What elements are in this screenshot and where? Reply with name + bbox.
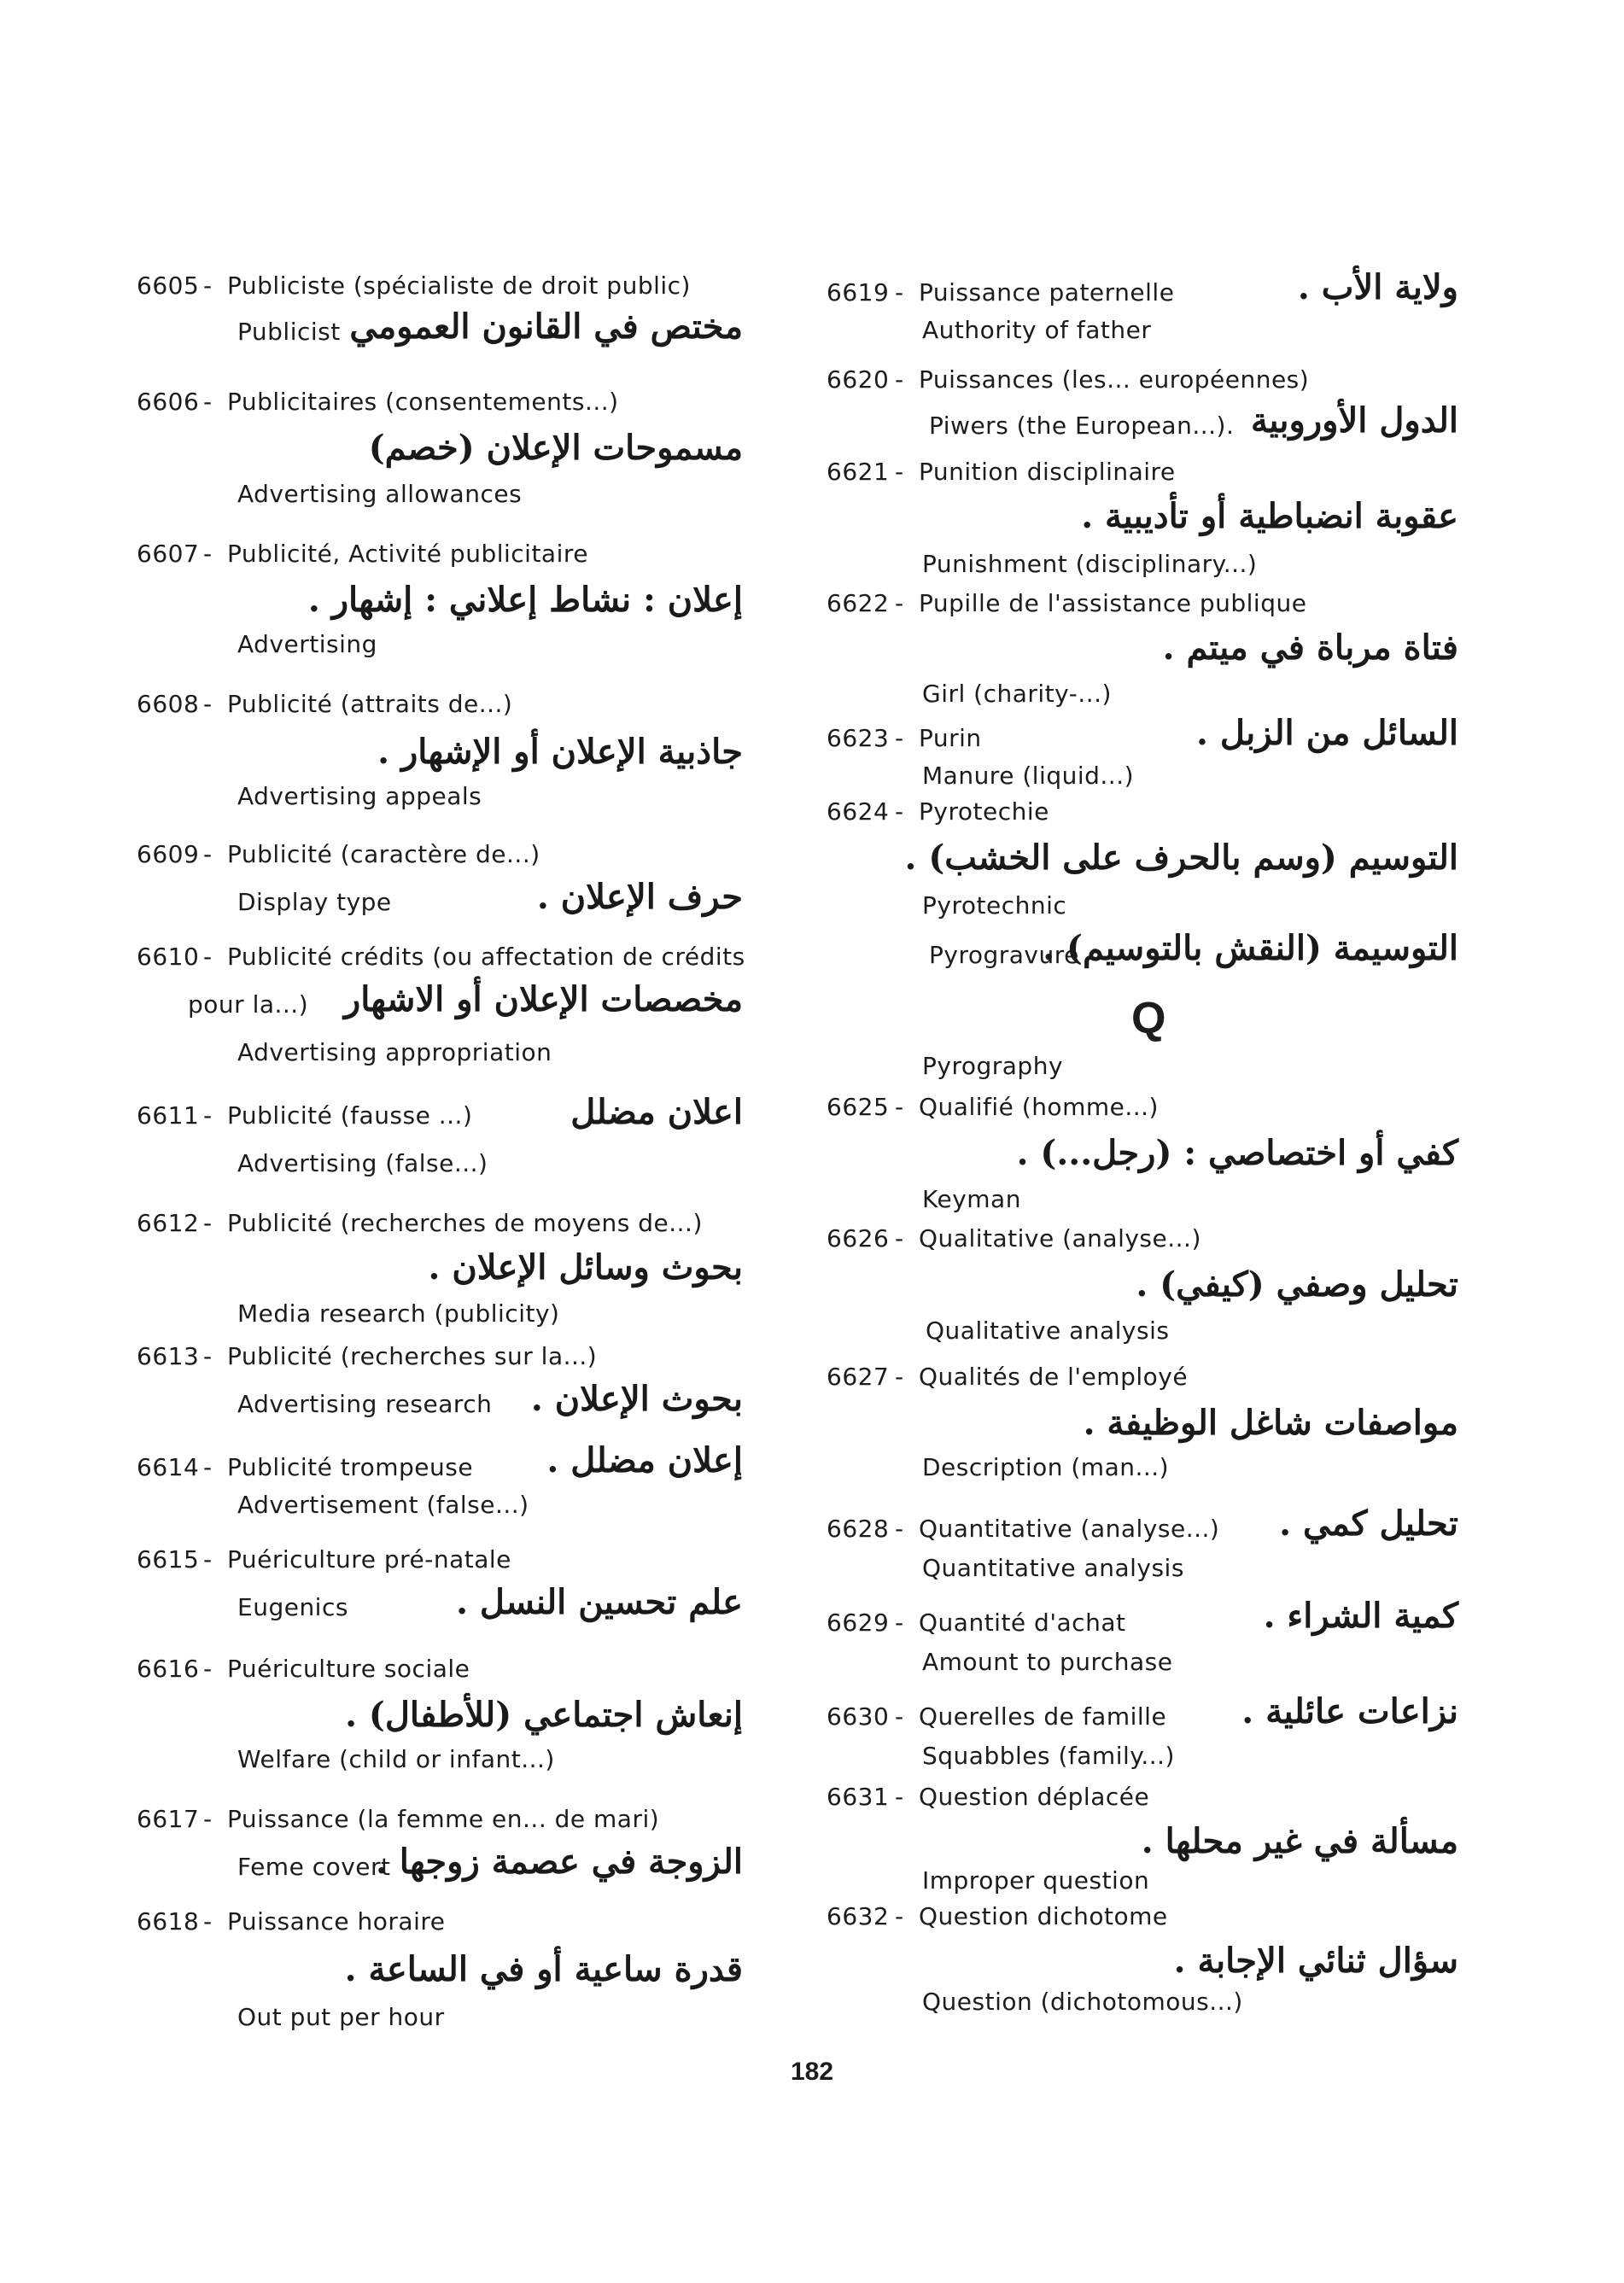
entry-6617-english: Feme covert <box>237 1853 391 1881</box>
entry-6614-number: 6614 <box>137 1453 200 1481</box>
entry-6612-dash: - <box>203 1209 213 1237</box>
entry-6616-dash: - <box>203 1655 213 1683</box>
entry-6608-dash: - <box>203 690 213 718</box>
entry-6631-english: Improper question <box>922 1866 1150 1895</box>
entry-6606-number: 6606 <box>137 388 200 416</box>
entry-6628-number: 6628 <box>827 1515 890 1543</box>
entry-6615-dash: - <box>203 1545 213 1574</box>
entry-6630-dash: - <box>895 1702 904 1731</box>
entry-6610-french-cont: pour la...) <box>188 990 309 1019</box>
entry-6605-french: Publiciste (spécialiste de droit public) <box>227 272 691 300</box>
entry-6608-english: Advertising appeals <box>237 782 482 810</box>
entry-6627-number: 6627 <box>827 1363 890 1391</box>
entry-6614-french: Publicité trompeuse <box>227 1453 474 1481</box>
entry-6606-dash: - <box>203 388 213 416</box>
entry-6619-french: Puissance paternelle <box>919 278 1175 307</box>
entry-6618-number: 6618 <box>137 1907 200 1936</box>
entry-6619-english: Authority of father <box>922 316 1152 344</box>
entry-6629-english: Amount to purchase <box>922 1648 1173 1676</box>
entry-6611-number: 6611 <box>137 1101 200 1130</box>
entry-6605-number: 6605 <box>137 272 200 300</box>
entry-6612-english: Media research (publicity) <box>237 1299 560 1328</box>
entry-6631-french: Question déplacée <box>919 1783 1150 1811</box>
entry-6614-arabic: إعلان مضلل . <box>546 1440 743 1480</box>
entry-6615-english: Eugenics <box>237 1593 348 1621</box>
entry-6630-english: Squabbles (family...) <box>922 1742 1175 1770</box>
entry-6632-dash: - <box>895 1902 904 1930</box>
entry-6625-french: Qualifié (homme...) <box>919 1093 1159 1121</box>
entry-6612-french: Publicité (recherches de moyens de...) <box>227 1209 703 1237</box>
entry-6624-english-2: Pyrogravure <box>929 941 1079 969</box>
entry-6620-arabic: الدول الأوروبية <box>1250 400 1458 441</box>
entry-6624-arabic-2: التوسيمة (النقش بالتوسيم) . <box>1043 928 1458 968</box>
entry-6606-arabic: مسموحات الإعلان (خصم) <box>368 428 743 468</box>
entry-6624-arabic: التوسيم (وسم بالحرف على الخشب) . <box>904 838 1458 878</box>
entry-6609-number: 6609 <box>137 840 200 868</box>
entry-6623-arabic: السائل من الزبل . <box>1196 713 1458 753</box>
entry-6609-french: Publicité (caractère de...) <box>227 840 540 868</box>
entry-6611-french: Publicité (fausse ...) <box>227 1101 473 1130</box>
entry-6609-arabic: حرف الإعلان . <box>536 877 743 917</box>
section-letter: Q <box>1131 994 1166 1043</box>
entry-6609-dash: - <box>203 840 213 868</box>
entry-6614-english: Advertisement (false...) <box>237 1491 529 1519</box>
entry-6613-number: 6613 <box>137 1342 200 1370</box>
entry-6618-dash: - <box>203 1907 213 1936</box>
entry-6610-arabic: مخصصات الإعلان أو الاشهار <box>343 979 743 1019</box>
entry-6619-dash: - <box>895 278 904 307</box>
entry-6625-number: 6625 <box>827 1093 890 1121</box>
entry-6613-english: Advertising research <box>237 1390 493 1418</box>
entry-6625-arabic: كفي أو اختصاصي : (رجل...) . <box>1016 1133 1458 1173</box>
entry-6610-english: Advertising appropriation <box>237 1038 552 1066</box>
entry-6615-arabic: علم تحسين النسل . <box>456 1582 743 1622</box>
entry-6617-arabic: الزوجة في عصمة زوجها . <box>375 1842 743 1882</box>
entry-6608-arabic: جاذبية الإعلان أو الإشهار . <box>377 732 743 772</box>
page-number: 182 <box>790 2058 834 2086</box>
entry-6611-arabic: اعلان مضلل <box>570 1092 743 1132</box>
entry-6629-number: 6629 <box>827 1609 890 1637</box>
entry-6611-english: Advertising (false...) <box>237 1149 488 1177</box>
entry-6622-arabic: فتاة مرباة في ميتم . <box>1162 628 1458 668</box>
entry-6629-french: Quantité d'achat <box>919 1609 1126 1637</box>
entry-6629-arabic: كمية الشراء . <box>1263 1596 1458 1636</box>
entry-6621-dash: - <box>895 458 904 486</box>
entry-6626-english: Qualitative analysis <box>926 1317 1170 1345</box>
entry-6607-dash: - <box>203 540 213 568</box>
entry-6620-number: 6620 <box>827 365 890 394</box>
entry-6630-number: 6630 <box>827 1702 890 1731</box>
entry-6623-french: Purin <box>919 724 982 752</box>
entry-6613-arabic: بحوث الإعلان . <box>530 1379 743 1419</box>
entry-6606-english: Advertising allowances <box>237 480 523 508</box>
entry-6630-french: Querelles de famille <box>919 1702 1167 1731</box>
entry-6611-dash: - <box>203 1101 213 1130</box>
entry-6631-arabic: مسألة في غير محلها . <box>1141 1821 1458 1861</box>
entry-6612-number: 6612 <box>137 1209 200 1237</box>
entry-6609-english: Display type <box>237 888 392 916</box>
entry-6631-dash: - <box>895 1783 904 1811</box>
entry-6617-number: 6617 <box>137 1805 200 1833</box>
entry-6606-french: Publicitaires (consentements...) <box>227 388 619 416</box>
entry-6608-number: 6608 <box>137 690 200 718</box>
entry-6625-english: Keyman <box>922 1185 1021 1213</box>
entry-6622-dash: - <box>895 589 904 617</box>
entry-6614-dash: - <box>203 1453 213 1481</box>
entry-6627-french: Qualités de l'employé <box>919 1363 1189 1391</box>
entry-6630-arabic: نزاعات عائلية . <box>1241 1691 1458 1731</box>
entry-6628-arabic: تحليل كمي . <box>1279 1504 1458 1544</box>
entry-6605-dash: - <box>203 272 213 300</box>
entry-6628-french: Quantitative (analyse...) <box>919 1515 1220 1543</box>
entry-6627-arabic: مواصفات شاغل الوظيفة . <box>1083 1403 1458 1443</box>
entry-6616-number: 6616 <box>137 1655 200 1683</box>
entry-6607-english: Advertising <box>237 630 377 658</box>
entry-6626-french: Qualitative (analyse...) <box>919 1224 1201 1252</box>
entry-6607-french: Publicité, Activité publicitaire <box>227 540 588 568</box>
entry-6607-number: 6607 <box>137 540 200 568</box>
entry-6626-arabic: تحليل وصفي (كيفي) . <box>1136 1264 1458 1305</box>
entry-6618-french: Puissance horaire <box>227 1907 446 1936</box>
entry-6613-dash: - <box>203 1342 213 1370</box>
entry-6624-english-3: Pyrography <box>922 1052 1064 1080</box>
entry-6629-dash: - <box>895 1609 904 1637</box>
entry-6626-dash: - <box>895 1224 904 1252</box>
entry-6622-number: 6622 <box>827 589 890 617</box>
entry-6610-number: 6610 <box>137 943 200 971</box>
entry-6618-english: Out put per hour <box>237 2003 445 2031</box>
entry-6631-number: 6631 <box>827 1783 890 1811</box>
entry-6608-french: Publicité (attraits de...) <box>227 690 513 718</box>
entry-6619-number: 6619 <box>827 278 890 307</box>
entry-6623-number: 6623 <box>827 724 890 752</box>
entry-6624-number: 6624 <box>827 797 890 826</box>
entry-6632-number: 6632 <box>827 1902 890 1930</box>
entry-6624-english: Pyrotechnic <box>922 891 1067 920</box>
entry-6621-english: Punishment (disciplinary...) <box>922 550 1258 578</box>
entry-6627-english: Description (man...) <box>922 1453 1170 1481</box>
entry-6605-arabic: مختص في القانون العمومي <box>349 307 743 347</box>
entry-6621-number: 6621 <box>827 458 890 486</box>
entry-6616-english: Welfare (child or infant...) <box>237 1745 555 1773</box>
entry-6619-arabic: ولاية الأب . <box>1297 267 1458 307</box>
entry-6622-english: Girl (charity-...) <box>922 680 1112 708</box>
entry-6613-french: Publicité (recherches sur la...) <box>227 1342 598 1370</box>
entry-6616-arabic: إنعاش اجتماعي (للأطفال) . <box>345 1695 743 1735</box>
entry-6615-french: Puériculture pré-natale <box>227 1545 511 1574</box>
entry-6626-number: 6626 <box>827 1224 890 1252</box>
entry-6623-dash: - <box>895 724 904 752</box>
entry-6624-french: Pyrotechie <box>919 797 1049 826</box>
entry-6628-english: Quantitative analysis <box>922 1554 1184 1582</box>
entry-6620-english: Piwers (the European...). <box>929 412 1235 440</box>
entry-6621-french: Punition disciplinaire <box>919 458 1176 486</box>
entry-6620-french: Puissances (les... européennes) <box>919 365 1310 394</box>
entry-6632-french: Question dichotome <box>919 1902 1168 1930</box>
entry-6610-french: Publicité crédits (ou affectation de crédits <box>227 943 745 971</box>
entry-6632-arabic: سؤال ثنائي الإجابة . <box>1173 1941 1458 1981</box>
entry-6627-dash: - <box>895 1363 904 1391</box>
entry-6621-arabic: عقوبة انضباطية أو تأديبية . <box>1081 496 1458 536</box>
entry-6624-dash: - <box>895 797 904 826</box>
entry-6618-arabic: قدرة ساعية أو في الساعة . <box>344 1949 743 1989</box>
entry-6622-french: Pupille de l'assistance publique <box>919 589 1307 617</box>
entry-6612-arabic: بحوث وسائل الإعلان . <box>428 1247 743 1287</box>
entry-6632-english: Question (dichotomous...) <box>922 1988 1243 2016</box>
entry-6607-arabic: إعلان : نشاط إعلاني : إشهار . <box>307 580 743 620</box>
entry-6617-dash: - <box>203 1805 213 1833</box>
entry-6623-english: Manure (liquid...) <box>922 762 1135 790</box>
entry-6615-number: 6615 <box>137 1545 200 1574</box>
entry-6605-english: Publicist <box>237 318 341 346</box>
entry-6610-dash: - <box>203 943 213 971</box>
entry-6620-dash: - <box>895 365 904 394</box>
entry-6628-dash: - <box>895 1515 904 1543</box>
entry-6616-french: Puériculture sociale <box>227 1655 470 1683</box>
entry-6617-french: Puissance (la femme en... de mari) <box>227 1805 660 1833</box>
entry-6625-dash: - <box>895 1093 904 1121</box>
